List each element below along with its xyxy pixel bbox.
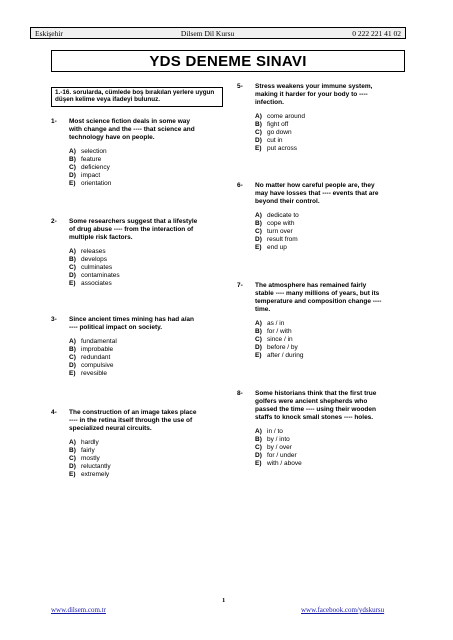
option-letter: C) bbox=[69, 164, 76, 171]
answer-options bbox=[69, 338, 117, 378]
question-1 bbox=[51, 118, 226, 198]
option-text: fight off bbox=[267, 121, 289, 128]
question-4 bbox=[51, 409, 226, 489]
stem-line: Some researchers suggest that a lifestyle bbox=[69, 218, 198, 225]
option-letter: D) bbox=[69, 272, 76, 279]
option-text: end up bbox=[267, 244, 287, 251]
answer-option[interactable] bbox=[69, 455, 111, 463]
stem-line: No matter how careful people are, they bbox=[255, 182, 375, 189]
option-letter: E) bbox=[255, 145, 262, 152]
answer-option[interactable] bbox=[255, 220, 299, 228]
option-text: turn over bbox=[267, 228, 293, 235]
option-letter: A) bbox=[255, 320, 262, 327]
option-text: with / above bbox=[267, 460, 302, 467]
option-text: cut in bbox=[267, 137, 283, 144]
option-text: selection bbox=[81, 148, 107, 155]
answer-option[interactable] bbox=[255, 129, 305, 137]
answer-option[interactable] bbox=[69, 264, 120, 272]
option-letter: B) bbox=[69, 156, 76, 163]
option-letter: C) bbox=[69, 264, 76, 271]
option-text: come around bbox=[267, 113, 305, 120]
stem-line: Since ancient times mining has had a/an bbox=[69, 316, 194, 323]
answer-option[interactable] bbox=[69, 471, 111, 479]
option-letter: E) bbox=[69, 370, 76, 377]
answer-option[interactable] bbox=[69, 148, 111, 156]
option-text: dedicate to bbox=[267, 212, 299, 219]
question-number: 1- bbox=[51, 118, 57, 125]
option-letter: D) bbox=[255, 137, 262, 144]
answer-options bbox=[255, 320, 304, 360]
answer-options bbox=[69, 248, 120, 288]
option-text: mostly bbox=[81, 455, 100, 462]
answer-option[interactable] bbox=[255, 328, 304, 336]
answer-option[interactable] bbox=[69, 164, 111, 172]
question-number: 8- bbox=[237, 390, 243, 397]
option-letter: E) bbox=[255, 460, 262, 467]
answer-option[interactable] bbox=[255, 444, 302, 452]
question-6 bbox=[237, 182, 412, 262]
question-stem bbox=[69, 218, 197, 242]
option-letter: C) bbox=[255, 129, 262, 136]
option-text: compulsive bbox=[81, 362, 114, 369]
option-text: result from bbox=[267, 236, 298, 243]
option-letter: D) bbox=[69, 362, 76, 369]
footer-facebook-link[interactable]: www.facebook.com/ydskursu bbox=[301, 606, 385, 614]
header-school: Dilsem Dil Kursu bbox=[180, 28, 235, 38]
option-letter: B) bbox=[69, 256, 76, 263]
option-text: by / over bbox=[267, 444, 292, 451]
question-2 bbox=[51, 218, 226, 298]
answer-option[interactable] bbox=[69, 180, 111, 188]
question-stem bbox=[255, 182, 379, 206]
header-phone: 0 222 221 41 02 bbox=[352, 28, 401, 38]
instruction-box: 1.-16. sorularda, cümlede boş bırakılan yerlere uygun düşen kelime veya ifadeyi bulunuz. bbox=[51, 87, 223, 107]
option-letter: A) bbox=[69, 248, 76, 255]
answer-options bbox=[255, 113, 305, 153]
option-text: as / in bbox=[267, 320, 285, 327]
question-number: 6- bbox=[237, 182, 243, 189]
answer-options bbox=[255, 428, 302, 468]
answer-option[interactable] bbox=[255, 460, 302, 468]
question-stem bbox=[69, 316, 194, 332]
question-8 bbox=[237, 390, 412, 480]
option-letter: D) bbox=[255, 344, 262, 351]
option-letter: A) bbox=[69, 148, 76, 155]
answer-option[interactable] bbox=[69, 172, 111, 180]
answer-option[interactable] bbox=[69, 463, 111, 471]
option-letter: E) bbox=[255, 352, 262, 359]
option-text: contaminates bbox=[81, 272, 120, 279]
stem-line: specialized neural circuits. bbox=[69, 425, 152, 432]
answer-option[interactable] bbox=[69, 338, 117, 346]
page-number: 1 bbox=[222, 597, 226, 604]
option-letter: C) bbox=[255, 336, 262, 343]
question-number: 4- bbox=[51, 409, 57, 416]
option-text: orientation bbox=[81, 180, 112, 187]
answer-option[interactable] bbox=[255, 452, 302, 460]
stem-line: technology have on people. bbox=[69, 134, 155, 141]
option-letter: B) bbox=[255, 121, 262, 128]
option-letter: D) bbox=[255, 236, 262, 243]
stem-line: making it harder for your body to ---- bbox=[255, 91, 368, 98]
option-letter: C) bbox=[69, 455, 76, 462]
option-text: redundant bbox=[81, 354, 111, 361]
option-text: culminates bbox=[81, 264, 113, 271]
question-5 bbox=[237, 83, 412, 163]
answer-option[interactable] bbox=[69, 362, 117, 370]
stem-line: beyond their control. bbox=[255, 198, 320, 205]
option-letter: B) bbox=[255, 328, 262, 335]
stem-line: Some historians think that the first true bbox=[255, 390, 377, 397]
question-3 bbox=[51, 316, 226, 386]
option-text: develops bbox=[81, 256, 108, 263]
answer-option[interactable] bbox=[69, 346, 117, 354]
stem-line: staffs to knock small stones ---- holes. bbox=[255, 414, 374, 421]
stem-line: Most science fiction deals in some way bbox=[69, 118, 191, 125]
option-text: go down bbox=[267, 129, 292, 136]
stem-line: The construction of an image takes place bbox=[69, 409, 197, 416]
question-stem bbox=[255, 390, 376, 422]
question-number: 5- bbox=[237, 83, 243, 90]
option-letter: D) bbox=[69, 463, 76, 470]
option-text: cope with bbox=[267, 220, 295, 227]
option-letter: A) bbox=[69, 439, 76, 446]
question-stem bbox=[69, 409, 197, 433]
option-text: impact bbox=[81, 172, 101, 179]
answer-option[interactable] bbox=[255, 113, 305, 121]
stem-line: ---- in the retina itself through the use of bbox=[69, 417, 193, 424]
option-letter: C) bbox=[255, 444, 262, 451]
option-letter: A) bbox=[255, 113, 262, 120]
stem-line: of drug abuse ---- from the interaction of bbox=[69, 226, 194, 233]
option-text: for / under bbox=[267, 452, 297, 459]
question-number: 7- bbox=[237, 282, 243, 289]
option-letter: C) bbox=[255, 228, 262, 235]
stem-line: time. bbox=[255, 306, 271, 313]
option-letter: B) bbox=[255, 220, 262, 227]
option-letter: E) bbox=[255, 244, 262, 251]
option-text: for / with bbox=[267, 328, 292, 335]
footer-website-link[interactable]: www.dilsem.com.tr bbox=[51, 606, 106, 614]
answer-option[interactable] bbox=[69, 447, 111, 455]
answer-option[interactable] bbox=[255, 228, 299, 236]
answer-options bbox=[255, 212, 299, 252]
question-number: 3- bbox=[51, 316, 57, 323]
option-text: revesible bbox=[81, 370, 108, 377]
option-text: fairly bbox=[81, 447, 95, 454]
answer-option[interactable] bbox=[255, 352, 304, 360]
question-stem bbox=[255, 282, 381, 314]
option-letter: A) bbox=[255, 212, 262, 219]
option-text: by / into bbox=[267, 436, 290, 443]
option-text: put across bbox=[267, 145, 297, 152]
answer-option[interactable] bbox=[255, 212, 299, 220]
option-text: reluctantly bbox=[81, 463, 111, 470]
option-letter: E) bbox=[69, 180, 76, 187]
option-letter: E) bbox=[69, 471, 76, 478]
option-text: associates bbox=[81, 280, 112, 287]
stem-line: may have losses that ---- events that are bbox=[255, 190, 379, 197]
option-text: after / during bbox=[267, 352, 304, 359]
option-text: extremely bbox=[81, 471, 110, 478]
answer-option[interactable] bbox=[255, 436, 302, 444]
question-number: 2- bbox=[51, 218, 57, 225]
answer-option[interactable] bbox=[69, 272, 120, 280]
option-text: feature bbox=[81, 156, 102, 163]
option-text: releases bbox=[81, 248, 106, 255]
header-city: Eskişehir bbox=[35, 28, 63, 38]
option-text: before / by bbox=[267, 344, 298, 351]
answer-option[interactable] bbox=[255, 137, 305, 145]
answer-option[interactable] bbox=[255, 236, 299, 244]
option-text: deficiency bbox=[81, 164, 110, 171]
answer-option[interactable] bbox=[255, 244, 299, 252]
answer-option[interactable] bbox=[69, 248, 120, 256]
answer-options bbox=[69, 439, 111, 479]
answer-option[interactable] bbox=[69, 156, 111, 164]
answer-option[interactable] bbox=[69, 439, 111, 447]
stem-line: ---- political impact on society. bbox=[69, 324, 163, 331]
stem-line: golfers were ancient shepherds who bbox=[255, 398, 368, 405]
option-text: improbable bbox=[81, 346, 114, 353]
answer-option[interactable] bbox=[255, 121, 305, 129]
page-header bbox=[30, 27, 406, 39]
answer-option[interactable] bbox=[255, 145, 305, 153]
option-text: in / to bbox=[267, 428, 283, 435]
answer-option[interactable] bbox=[69, 370, 117, 378]
answer-option[interactable] bbox=[255, 344, 304, 352]
answer-option[interactable] bbox=[255, 428, 302, 436]
exam-title: YDS DENEME SINAVI bbox=[51, 50, 405, 72]
option-text: fundamental bbox=[81, 338, 117, 345]
option-letter: D) bbox=[69, 172, 76, 179]
option-text: hardly bbox=[81, 439, 99, 446]
question-7 bbox=[237, 282, 412, 372]
option-letter: B) bbox=[69, 447, 76, 454]
option-letter: D) bbox=[255, 452, 262, 459]
option-letter: A) bbox=[255, 428, 262, 435]
option-letter: E) bbox=[69, 280, 76, 287]
stem-line: infection. bbox=[255, 99, 284, 106]
option-letter: C) bbox=[69, 354, 76, 361]
question-stem bbox=[69, 118, 195, 142]
answer-option[interactable] bbox=[255, 320, 304, 328]
stem-line: stable ---- many millions of years, but its bbox=[255, 290, 380, 297]
question-stem bbox=[255, 83, 372, 107]
answer-option[interactable] bbox=[69, 354, 117, 362]
answer-options bbox=[69, 148, 111, 188]
stem-line: The atmosphere has remained fairly bbox=[255, 282, 367, 289]
stem-line: temperature and composition change ---- bbox=[255, 298, 382, 305]
option-letter: B) bbox=[255, 436, 262, 443]
answer-option[interactable] bbox=[255, 336, 304, 344]
answer-option[interactable] bbox=[69, 280, 120, 288]
stem-line: multiple risk factors. bbox=[69, 234, 133, 241]
stem-line: Stress weakens your immune system, bbox=[255, 83, 373, 90]
stem-line: passed the time ---- using their wooden bbox=[255, 406, 376, 413]
answer-option[interactable] bbox=[69, 256, 120, 264]
option-letter: A) bbox=[69, 338, 76, 345]
stem-line: with change and the ---- that science and bbox=[69, 126, 195, 133]
option-text: since / in bbox=[267, 336, 293, 343]
option-letter: B) bbox=[69, 346, 76, 353]
